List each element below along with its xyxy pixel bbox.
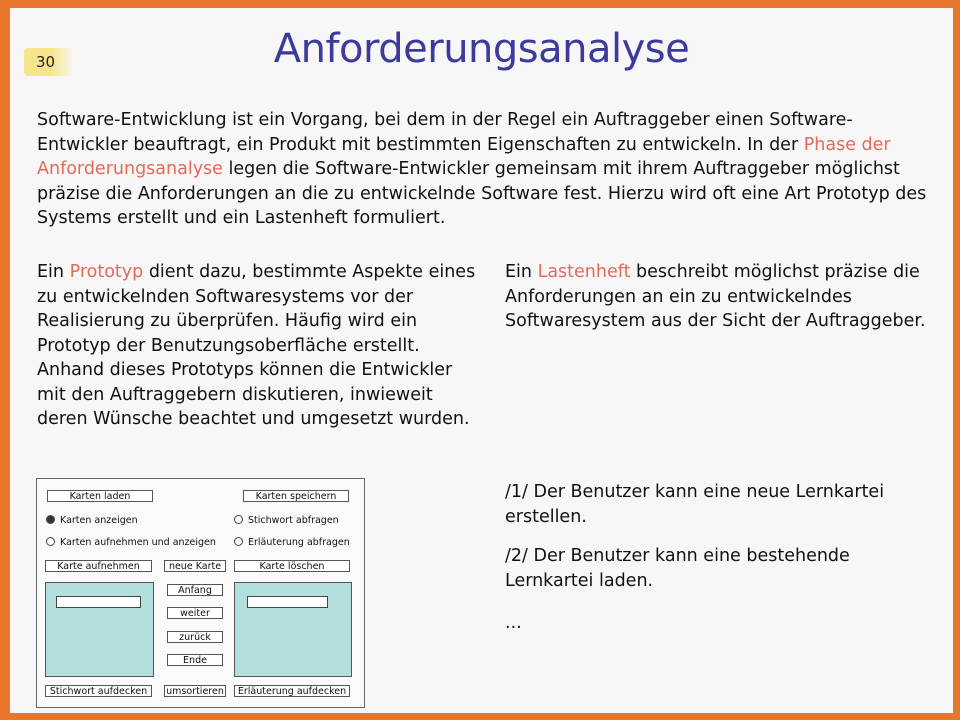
prototyp-text-1: Ein — [37, 262, 70, 282]
intro-text-1: Software-Entwicklung ist ein Vorgang, bei dem in der Regel ein Auftraggeber einen Software-Entwickler beauftragt, ein Produkt mit bestimmten Eigenschaften zu entwickeln. In der — [37, 110, 853, 155]
lastenheft-text-1: Ein — [505, 262, 538, 282]
radio-unselected-icon — [234, 515, 243, 524]
stichwort-field[interactable] — [56, 596, 141, 608]
requirement-item: /1/ Der Benutzer kann eine neue Lernkartei erstellen. — [505, 482, 885, 527]
radio-unselected-icon — [234, 537, 243, 546]
radio-erlaeuterung-abfragen[interactable] — [234, 536, 350, 550]
erlaeuterung-aufdecken-button[interactable]: Erläuterung aufdecken — [234, 685, 350, 697]
intro-paragraph — [37, 108, 937, 231]
intro-text-2: legen die Software-Entwickler gemeinsam mit ihrem Auftraggeber möglichst präzise die Anforderungen an die zu entwickelnde Software fest. Hierzu wird oft eine Art Prototyp des Systems erstellt und ein Lastenheft formuliert. — [37, 159, 927, 228]
requirement-item: ... — [505, 613, 522, 633]
karte-loeschen-button[interactable]: Karte löschen — [234, 560, 350, 572]
radio-label: Stichwort abfragen — [248, 515, 339, 526]
stichwort-aufdecken-button[interactable]: Stichwort aufdecken — [45, 685, 152, 697]
karten-speichern-button[interactable]: Karten speichern — [243, 490, 349, 502]
ende-button[interactable]: Ende — [167, 654, 223, 666]
umsortieren-button[interactable]: umsortieren — [164, 685, 226, 697]
prototype-mockup — [36, 478, 365, 708]
lastenheft-paragraph — [505, 260, 935, 334]
prototyp-text-2: dient dazu, bestimmte Aspekte eines zu entwickelnden Softwaresystems vor der Realisierung zu überprüfen. Häufig wird ein Prototyp der Benutzungsoberfläche erstellt. Anhand dieses Prototyps können die Entwickler mit den Auftraggebern diskutieren, inwieweit deren Wünsche beachtet und umgesetzt wurden. — [37, 262, 476, 429]
prototyp-highlight: Prototyp — [69, 262, 144, 282]
weiter-button[interactable]: weiter — [167, 607, 223, 619]
karte-aufnehmen-button[interactable]: Karte aufnehmen — [45, 560, 152, 572]
card-left — [45, 582, 154, 677]
page-number: 30 — [24, 48, 74, 76]
lastenheft-text-2: beschreibt möglichst präzise die Anforderungen an ein zu entwickelndes Softwaresystem aus der Sicht der Auftraggeber. — [505, 262, 926, 331]
radio-selected-icon — [46, 515, 55, 524]
intro-highlight: Phase der Anforderungsanalyse — [37, 134, 891, 179]
requirement-item: /2/ Der Benutzer kann eine bestehende Lernkartei laden. — [505, 546, 850, 591]
page-title: Anforderungsanalyse — [273, 26, 690, 72]
erlaeuterung-field[interactable] — [247, 596, 328, 608]
radio-unselected-icon — [46, 537, 55, 546]
anfang-button[interactable]: Anfang — [167, 584, 223, 596]
radio-label: Karten aufnehmen und anzeigen — [60, 537, 216, 548]
radio-label: Erläuterung abfragen — [248, 537, 350, 548]
karten-laden-button[interactable]: Karten laden — [47, 490, 153, 502]
card-right — [234, 582, 352, 677]
zurueck-button[interactable]: zurück — [167, 631, 223, 643]
radio-karten-anzeigen[interactable] — [46, 514, 138, 528]
neue-karte-button[interactable]: neue Karte — [164, 560, 226, 572]
radio-karten-aufnehmen-anzeigen[interactable] — [46, 536, 216, 550]
slide — [10, 8, 953, 713]
radio-stichwort-abfragen[interactable] — [234, 514, 339, 528]
lastenheft-highlight: Lastenheft — [537, 262, 631, 282]
radio-label: Karten anzeigen — [60, 515, 138, 526]
prototyp-paragraph — [37, 260, 482, 432]
